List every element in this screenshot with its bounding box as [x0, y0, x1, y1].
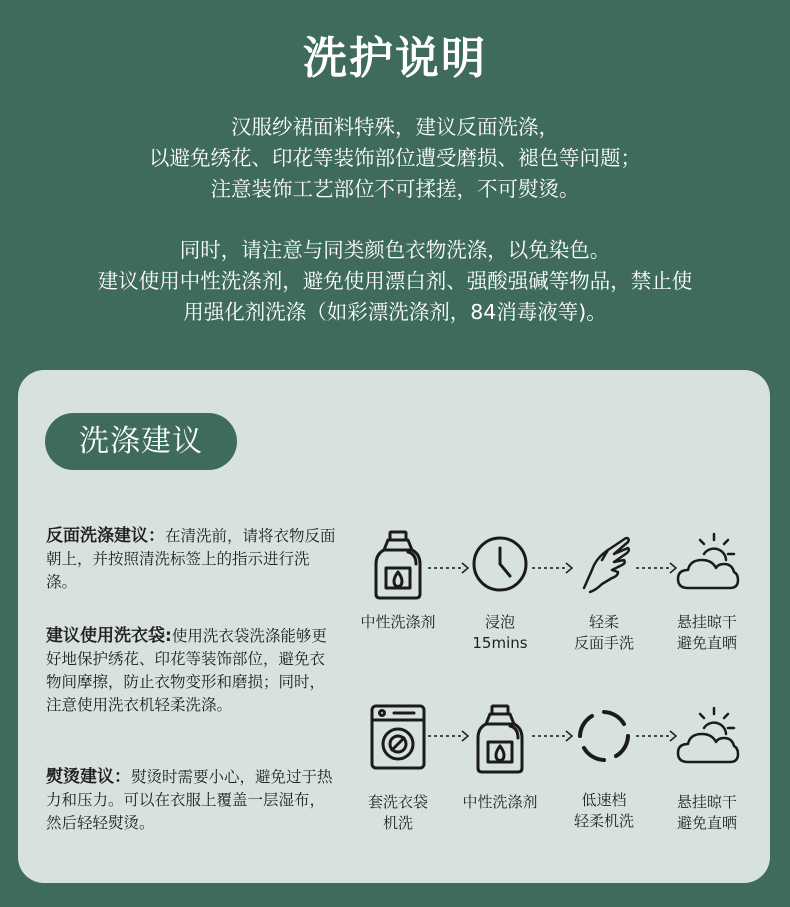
- intro-line: 注意装饰工艺部位不可揉搓，不可熨烫。: [210, 177, 580, 201]
- step-label: 浸泡 15mins: [472, 613, 528, 652]
- tip-text: 使用洗衣袋洗涤能够更好地保护绣花、印花等装饰部位，避免衣物间摩擦，防止衣物变形和磨损；同时，注意使用洗衣机轻柔洗涤。: [46, 627, 327, 714]
- step-detergent: [343, 530, 453, 633]
- tip-reverse-wash: [46, 525, 336, 594]
- hand-wash-icon: [572, 530, 636, 594]
- tip-title: 建议使用洗衣袋:: [46, 626, 172, 646]
- step-label: 中性洗涤剂: [360, 613, 436, 631]
- washing-card: [18, 370, 770, 883]
- clock-icon: [468, 530, 532, 594]
- intro-line: 汉服纱裙面料特殊，建议反面洗涤，: [231, 115, 559, 139]
- detergent-bottle-icon: [368, 530, 428, 600]
- detergent-bottle-icon: [470, 704, 530, 774]
- intro-line: 同时，请注意与同类颜色衣物洗涤，以免染色。: [179, 238, 611, 262]
- tip-text: 熨烫时需要小心，避免过于热力和压力。可以在衣服上覆盖一层湿布，然后轻轻熨烫。: [46, 768, 333, 832]
- step-soak: [445, 530, 555, 654]
- tip-title: 反面洗涤建议：: [46, 526, 165, 546]
- intro-line: 以避免绣花、印花等装饰部位遭受磨损、褪色等问题；: [149, 146, 641, 170]
- section-heading: 洗涤建议: [45, 413, 237, 470]
- step-label: 中性洗涤剂: [462, 793, 538, 811]
- spin-cycle-icon: [572, 704, 636, 768]
- tip-ironing: [46, 766, 336, 835]
- step-gentle-cycle: [549, 704, 659, 832]
- step-label: 悬挂晾干 避免直晒: [676, 793, 737, 832]
- step-label: 轻柔 反面手洗: [573, 613, 634, 652]
- sun-cloud-icon: [674, 530, 740, 594]
- intro-text: [20, 112, 770, 328]
- step-label: 悬挂晾干 避免直晒: [676, 613, 737, 652]
- intro-line: 用强化剂洗涤（如彩漂洗涤剂，84消毒液等)。: [183, 300, 607, 324]
- intro-line: 建议使用中性洗涤剂，避免使用漂白剂、强酸强碱等物品，禁止使: [97, 269, 693, 293]
- tip-title: 熨烫建议：: [46, 767, 131, 787]
- step-label: 套洗衣袋 机洗: [367, 793, 428, 832]
- page-title: 洗护说明: [303, 33, 487, 84]
- tip-text: 在清洗前，请将衣物反面朝上，并按照清洗标签上的指示进行洗涤。: [46, 527, 336, 591]
- step-label: 低速档 轻柔机洗: [573, 791, 634, 830]
- step-laundry-bag-wash: [343, 704, 453, 834]
- step-detergent-2: [445, 704, 555, 813]
- step-hang-dry-2: [652, 704, 762, 834]
- step-hang-dry: [652, 530, 762, 654]
- sun-cloud-icon: [674, 704, 740, 768]
- tip-laundry-bag: [46, 625, 336, 717]
- step-hand-wash: [549, 530, 659, 654]
- washing-machine-icon: [368, 704, 428, 770]
